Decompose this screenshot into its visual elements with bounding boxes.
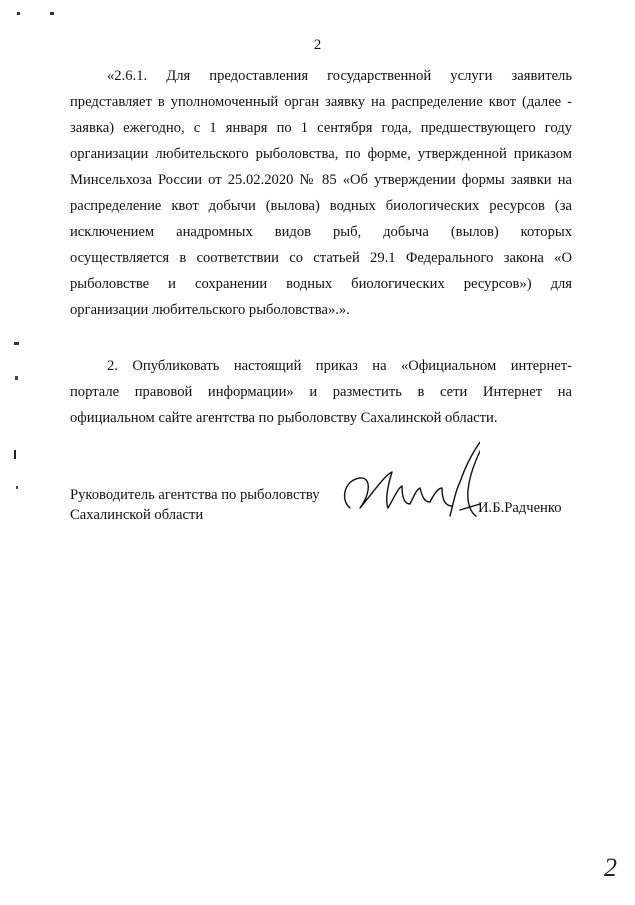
- signatory-title: [70, 485, 320, 525]
- signatory-title-line: Руководитель агентства по рыболовству: [70, 487, 320, 503]
- page-number: 2: [313, 37, 322, 53]
- text-line: «2.6.1. Для предоставления государственной услуги заявитель: [107, 68, 572, 84]
- text-line: осуществляется в соответствии со статьей 29.1 Федерального закона «О: [70, 250, 572, 266]
- signatory-title-line: Сахалинской области: [70, 507, 204, 523]
- paragraph-publication: [70, 353, 572, 431]
- text-line: организации любительского рыболовства».».: [70, 302, 350, 318]
- text-line: портале правовой информации» и разместить в сети Интернет на: [70, 384, 572, 400]
- scan-speck: [15, 376, 18, 380]
- text-line: официальном сайте агентства по рыболовству Сахалинской области.: [70, 410, 498, 426]
- scan-speck: [16, 486, 18, 489]
- text-line: исключением анадромных видов рыб, добыча (вылов) которых: [70, 224, 572, 240]
- signatory-name: И.Б.Радченко: [478, 500, 562, 516]
- text-line: 2. Опубликовать настоящий приказ на «Официальном интернет-: [107, 358, 572, 374]
- text-line: распределение квот добычи (вылова) водных биологических ресурсов (за: [70, 198, 572, 214]
- text-line: Минсельхоза России от 25.02.2020 № 85 «Об утверждении формы заявки на: [70, 172, 572, 188]
- text-line: заявка) ежегодно, с 1 января по 1 сентября года, предшествующего году: [70, 120, 572, 136]
- text-line: рыболовстве и сохранении водных биологических ресурсов») для: [70, 276, 572, 292]
- handwritten-signature: [330, 420, 480, 530]
- scan-speck: [14, 342, 19, 345]
- handwritten-page-mark: 2: [604, 853, 617, 882]
- scan-speck: [50, 12, 54, 15]
- text-line: представляет в уполномоченный орган заявку на распределение квот (далее -: [70, 94, 572, 110]
- scan-speck: [14, 450, 16, 459]
- paragraph-2-6-1: [70, 63, 572, 323]
- scan-speck: [17, 12, 20, 15]
- text-line: организации любительского рыболовства, по форме, утвержденной приказом: [70, 146, 572, 162]
